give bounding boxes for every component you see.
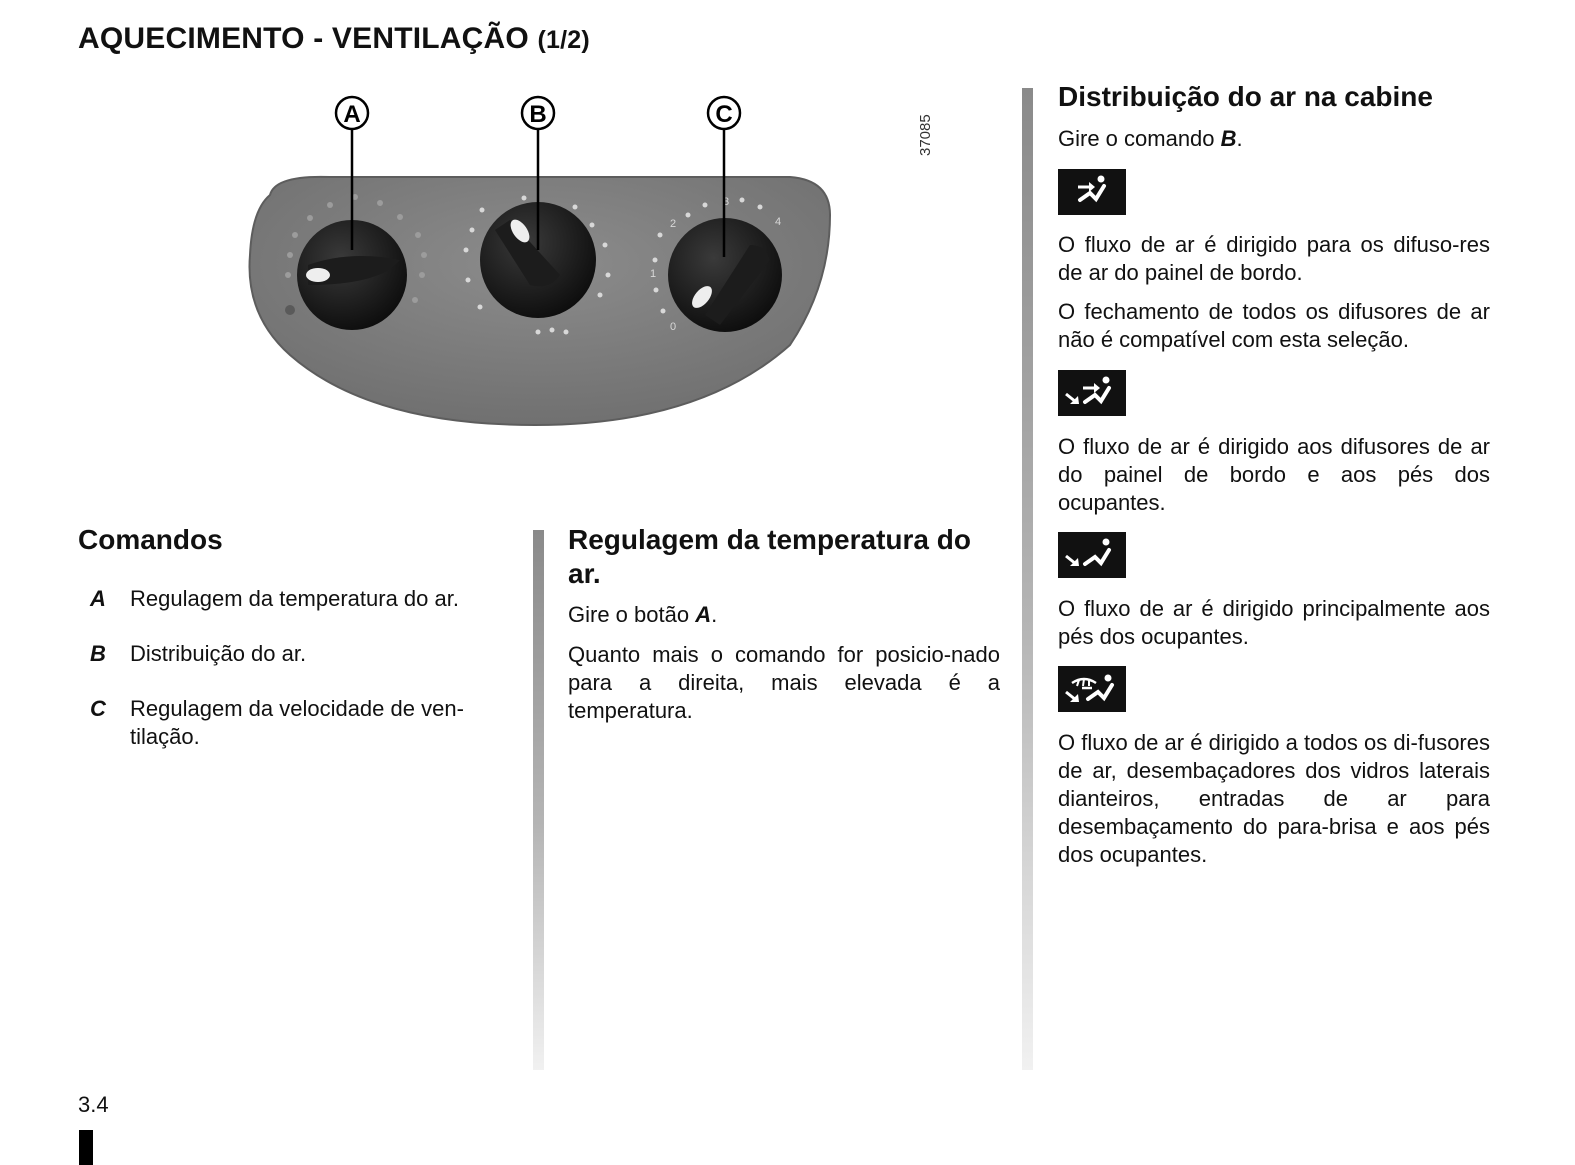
page-title	[78, 22, 590, 56]
mode-4-paragraph-1: O fluxo de ar é dirigido a todos os di-fusores de ar, desembaçadores dos vidros laterais dianteiros, entradas de ar para desembaçamento do para-brisa e aos pés dos ocupantes.	[1058, 730, 1490, 867]
legend-text-a: Regulagem da temperatura do ar.	[130, 586, 459, 611]
air-to-dashboard-vents-icon	[1058, 169, 1126, 215]
fan-level-2: 2	[670, 218, 677, 230]
comandos-heading: Comandos	[78, 524, 223, 555]
fan-level-3: 3	[723, 196, 730, 208]
control-panel-drawing	[230, 85, 950, 445]
control-panel-illustration	[230, 85, 950, 445]
mode-1-paragraph-2: O fechamento de todos os difusores de ar não é compatível com esta seleção.	[1058, 299, 1490, 352]
temperatura-paragraph: Quanto mais o comando for posicio-nado para a direita, mais elevada é a temperatura.	[568, 642, 1000, 723]
air-to-dashboard-and-feet-icon	[1058, 370, 1126, 416]
page-number: 3.4	[78, 1092, 109, 1117]
column-divider-right	[1022, 88, 1033, 1070]
mode-2-paragraph-1: O fluxo de ar é dirigido aos difusores de ar do painel de bordo e aos pés dos ocupantes.	[1058, 434, 1490, 515]
distribuicao-heading: Distribuição do ar na cabine	[1058, 81, 1433, 112]
column-divider-middle	[533, 530, 544, 1070]
air-to-all-vents-and-windscreen-icon	[1058, 666, 1126, 712]
temperatura-heading: Regulagem da temperatura do ar.	[568, 524, 971, 589]
figure-code	[905, 110, 945, 160]
temperatura-instruction-prefix: Gire o botão	[568, 602, 696, 627]
temperatura-instruction-suffix: .	[711, 602, 718, 627]
page-title-main: AQUECIMENTO - VENTILAÇÃO	[78, 22, 529, 55]
temperatura-instruction-ref: A	[695, 602, 712, 627]
temperatura-instruction	[568, 601, 1000, 629]
distribuicao-instruction-suffix: .	[1236, 126, 1243, 151]
page-edge-marker	[79, 1130, 93, 1165]
figure-code-text: 37085	[917, 114, 934, 156]
mode-3-paragraph-1: O fluxo de ar é dirigido principalmente aos pés dos ocupantes.	[1058, 596, 1490, 649]
callout-c: C	[715, 101, 733, 128]
fan-level-4: 4	[775, 216, 782, 228]
air-to-feet-icon	[1058, 532, 1126, 578]
mode-1-paragraph-1: O fluxo de ar é dirigido para os difuso-res de ar do painel de bordo.	[1058, 232, 1490, 285]
legend-text-b: Distribuição do ar.	[130, 641, 307, 666]
distribuicao-instruction-prefix: Gire o comando	[1058, 126, 1221, 151]
legend-text-c: Regulagem da velocidade de ven-tilação.	[130, 696, 464, 749]
callout-b: B	[529, 101, 547, 128]
distribuicao-instruction-ref: B	[1220, 126, 1237, 151]
legend-letter-c: C	[90, 696, 106, 721]
page-title-part: (1/2)	[537, 26, 590, 54]
fan-level-1: 1	[650, 268, 657, 280]
fan-level-0: 0	[670, 321, 677, 333]
distribuicao-instruction	[1058, 125, 1490, 153]
legend-letter-a: A	[90, 586, 106, 611]
callouts	[336, 97, 740, 129]
legend-letter-b: B	[90, 641, 106, 666]
callout-a: A	[343, 101, 361, 128]
